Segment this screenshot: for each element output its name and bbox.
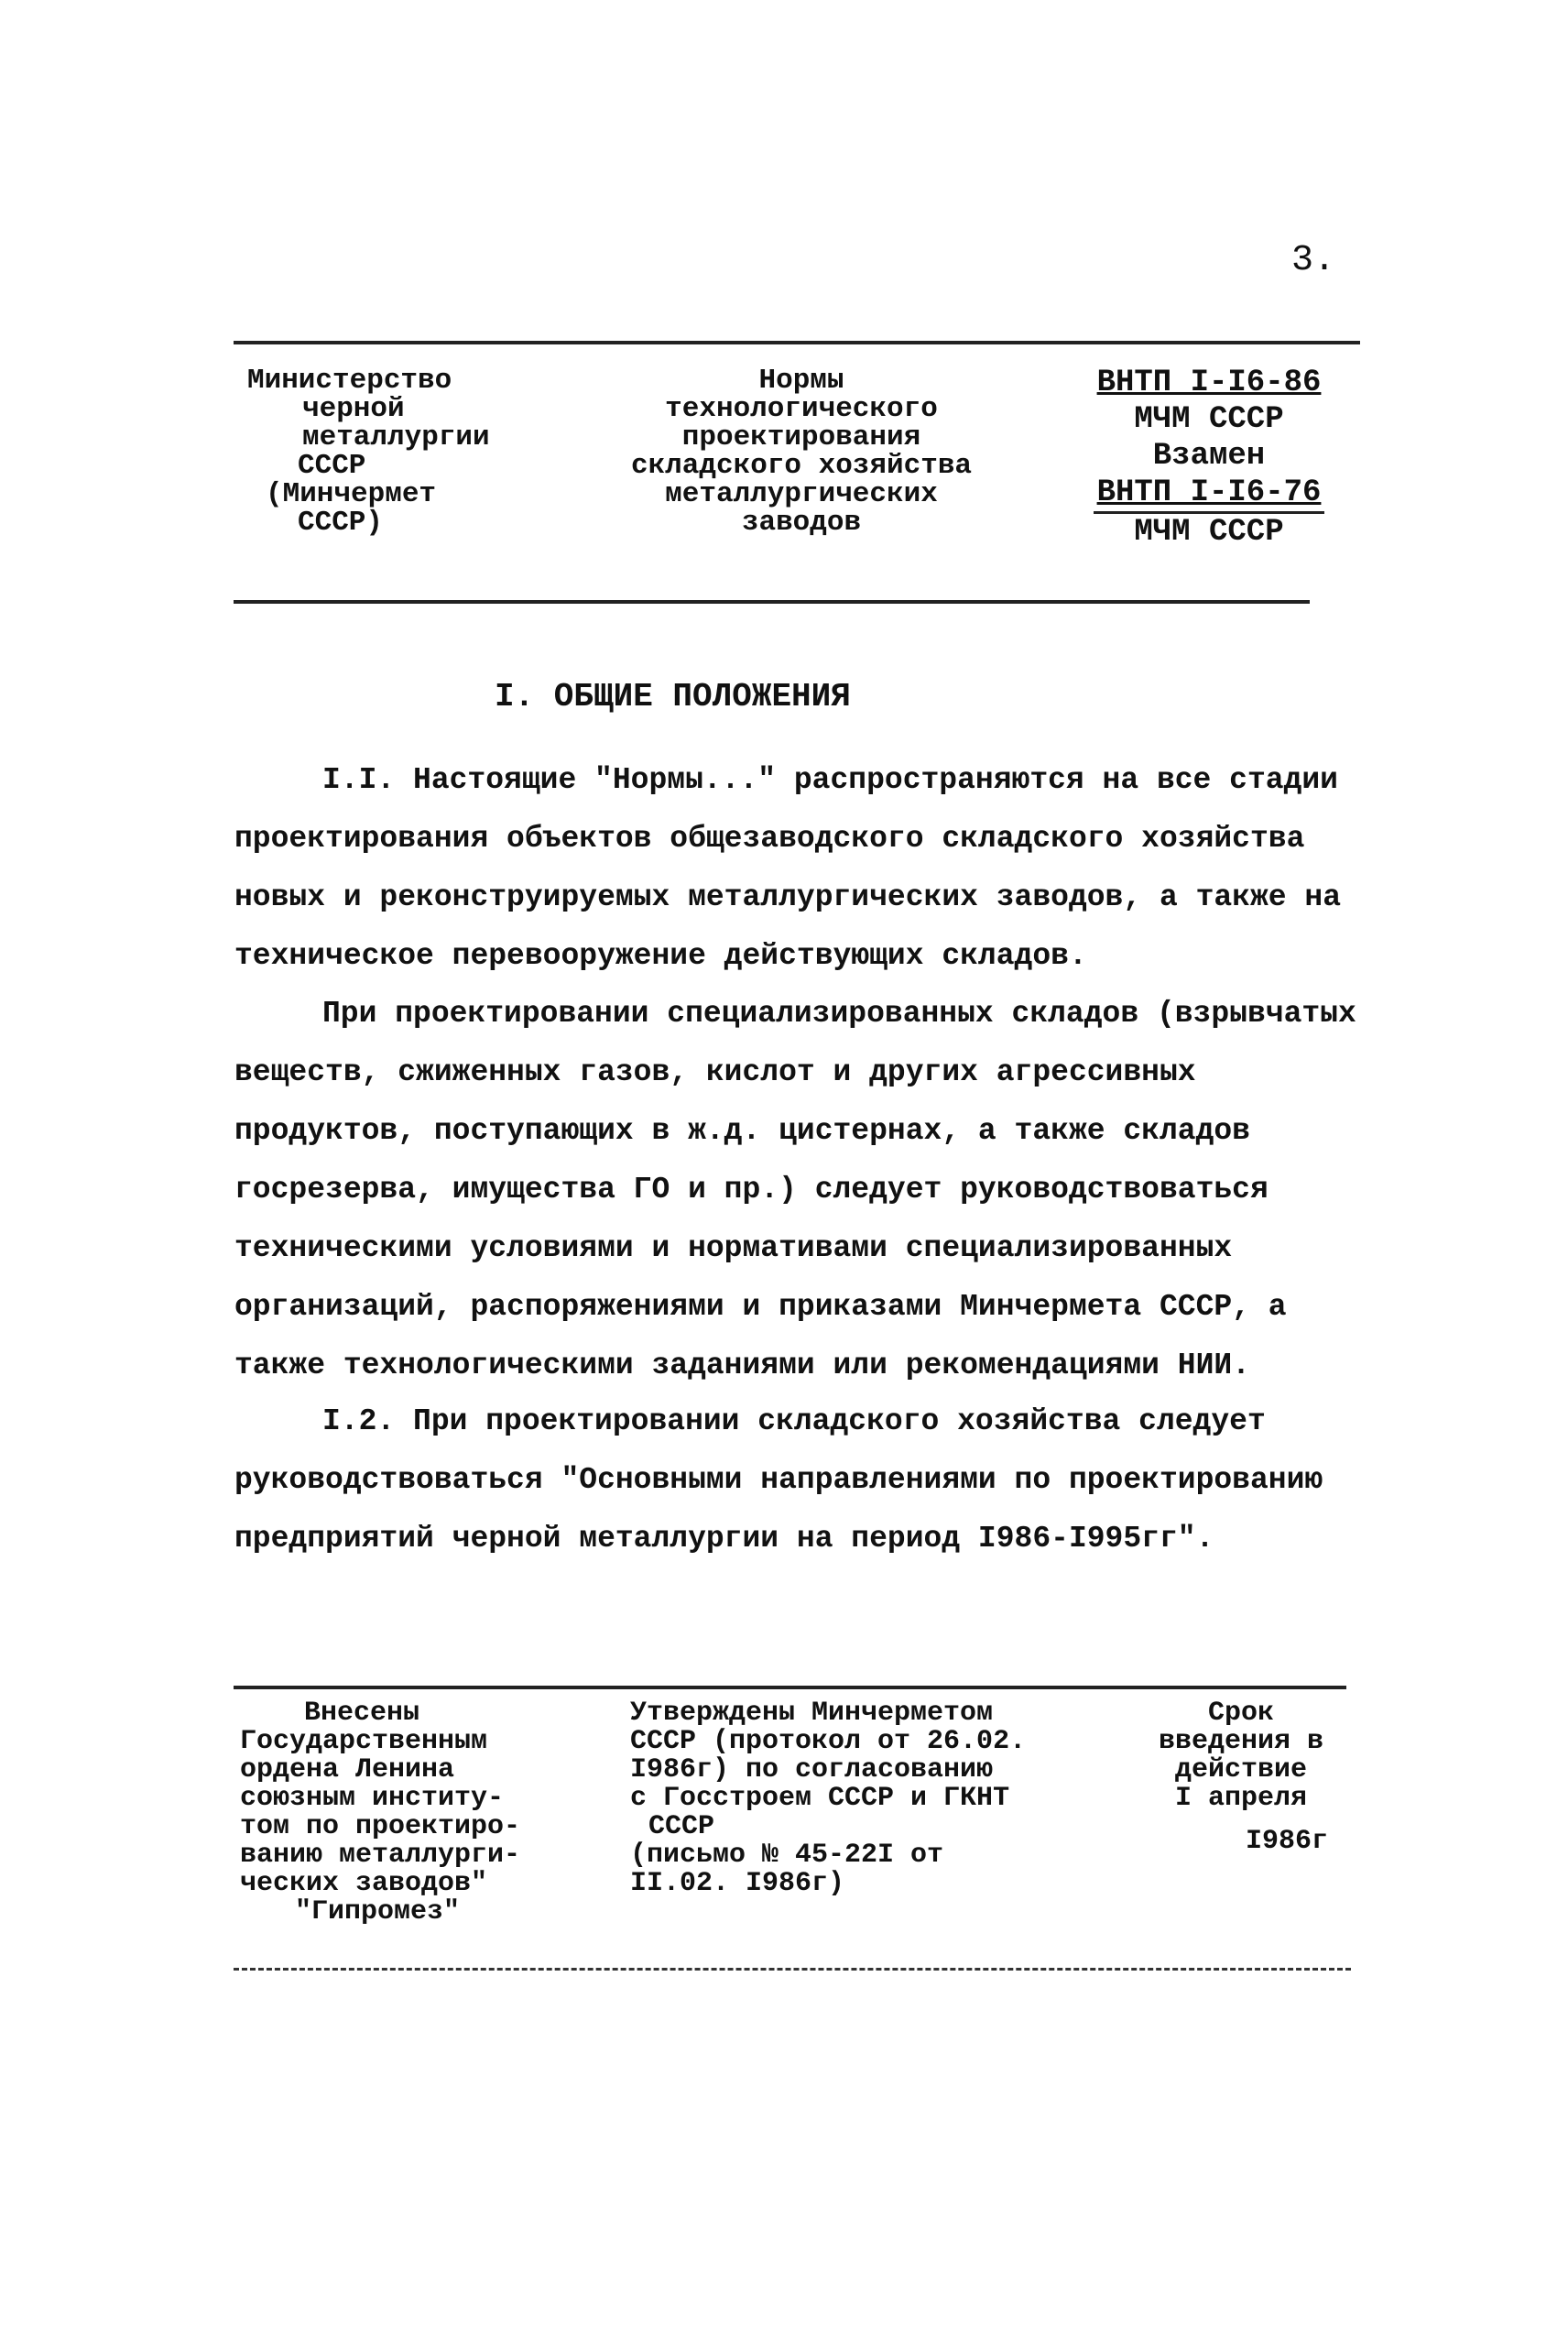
ministry-line: черной [302,393,405,425]
submitted-line: союзным институ- [240,1783,505,1814]
submitted-line: ческих заводов" [240,1868,488,1899]
header-bottom-rule [234,600,1310,604]
submitted-line: "Гипромез" [295,1896,461,1927]
ministry-line: СССР) [298,507,384,539]
title-line: Нормы [758,365,844,397]
effective-line: I апреля [1174,1783,1308,1814]
paragraph-1-2 [234,1392,1370,1568]
submitted-line: ванию металлурги- [240,1840,521,1871]
approved-line: I986г) по согласованию [630,1754,994,1785]
header-top-rule [234,341,1360,344]
approved-line: (письмо № 45-22I от [630,1840,944,1871]
old-document-code: ВНТП I-I6-76 [1094,475,1325,514]
footer-top-rule [234,1686,1346,1689]
approved-line: с Госстроем СССР и ГКНТ [630,1783,1010,1814]
old-document-code-org: МЧМ СССР [1134,515,1284,550]
title-line: заводов [741,507,862,539]
footer-submitted-by [240,1699,570,1927]
ministry-line: металлургии [302,421,490,453]
title-line: технологического [665,393,938,425]
paragraph-1-1-cont [234,985,1370,1395]
ministry-line: (Минчермет [266,478,437,510]
header-document-title [595,366,1007,537]
page-number: 3. [1291,240,1336,281]
approved-line: СССР (протокол от 26.02. [630,1726,1027,1757]
paragraph-text: При проектировании специализированных складов (взрывчатых веществ, сжиженных газов, кислот и других агрессивных продуктов, поступающих в ж.д. цистернах, а также складов госрезерва, имущества ГО и пр.) следует руководствоваться техническими условиями и нормативами специализированных организаций, распоряжениями и приказами Минчермета СССР, а также технологическими заданиями или рекомендациями НИИ. [234,997,1356,1382]
effective-line: действие [1174,1754,1308,1785]
header-document-code [1081,365,1337,551]
submitted-line: ордена Ленина [240,1754,455,1785]
paragraph-text: I.2. При проектировании складского хозяйства следует руководствоваться "Основными направлениями по проектированию предприятий черной металлургии на период I986-I995гг". [234,1404,1323,1556]
footer-approved-by [630,1699,1033,1898]
effective-line: Срок [1207,1698,1274,1729]
title-line: металлургических [665,478,938,510]
effective-year: I986г [1245,1826,1328,1857]
paragraph-text: I.I. Настоящие "Нормы..." распространяются на все стадии проектирования объектов общезаводского складского хозяйства новых и реконструируемых металлургических заводов, а также на техническое перевооружение действующих складов. [234,763,1341,973]
title-line: проектирования [681,421,921,453]
submitted-line: том по проектиро- [240,1811,521,1842]
effective-line: введения в [1158,1726,1324,1757]
paragraph-1-1 [234,751,1370,986]
document-code-org: МЧМ СССР [1134,402,1284,437]
footer-bottom-rule [234,1968,1351,1971]
approved-line: Утверждены Минчерметом [630,1698,994,1729]
document-code: ВНТП I-I6-86 [1096,366,1322,400]
submitted-line: Государственным [240,1726,488,1757]
footer-effective-date [1136,1699,1346,1856]
replaces-label: Взамен [1152,439,1266,474]
submitted-line: Внесены [304,1698,420,1729]
approved-line: II.02. I986г) [630,1868,845,1899]
title-line: складского хозяйства [630,450,973,482]
approved-line: СССР [648,1811,715,1842]
header-ministry [247,366,550,537]
ministry-line: СССР [298,450,366,482]
section-title: I. ОБЩИЕ ПОЛОЖЕНИЯ [495,678,851,715]
ministry-line: Министерство [247,365,452,397]
